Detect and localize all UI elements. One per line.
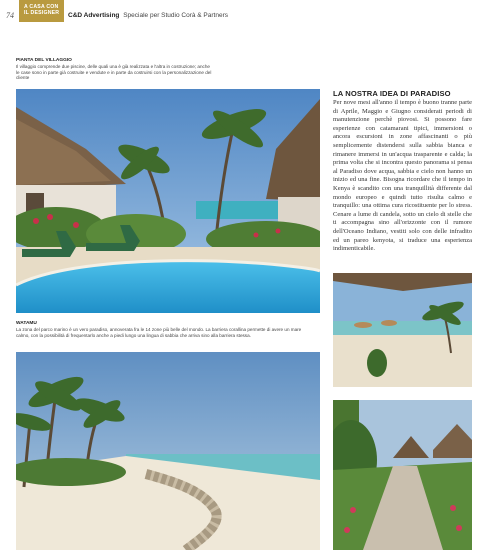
caption-watamu bbox=[16, 321, 316, 338]
photo-watamu-beach bbox=[16, 352, 320, 550]
photo-beach-umbrellas bbox=[333, 273, 472, 387]
article-body: Per nove mesi all'anno il tempo è buono tranne parte di Aprile, Maggio e Giugno considerati periodi di manutenzione perchè piovosi. Si possono fare esperienze con catamarani tipici, immersioni o ancora escursioni in zone affascinanti o più semplicemente distendersi sulla sabbia bianca e rimanere immersi in un'acqua trasparente e calda; la prima volta che si incontra questo panorama si pensa al Paradiso dove acqua, sabbia e cielo non hanno un inizio ed una fine. Bisogna ricordare che il tempo in Kenya è scandito con una tranquillità differente dal mondo europeo e quindi tutto risulta calmo e tranquillo: una ottima cura ricostituente per lo stress. Cenare a lume di candela, sotto un cielo di stelle che ti accompagna sino all'orizzonte con il rumore dell'Oceano Indiano, vestiti solo con delle infradito ed un pareo kenyota, si traduce una esperienza indimenticabile. bbox=[333, 99, 472, 253]
page-header bbox=[68, 12, 228, 19]
caption-title: WATAMU bbox=[16, 321, 37, 326]
photo-garden-path bbox=[333, 400, 472, 550]
caption-title: PIANTA DEL VILLAGGIO bbox=[16, 58, 72, 63]
header-brand: C&D Advertising bbox=[68, 12, 120, 19]
caption-text: La zona del parco marino è un vero paradiso, annoverata fra le 14 zone più belle del mondo. La barriera corallina permette di avere un mare calmo, con la possibilità di frequentarlo anche a piedi lungo una lingua di sabbia che arriva sino alla barriera stessa. bbox=[16, 327, 302, 338]
header-subtitle: Speciale per Studio Corà & Partners bbox=[123, 12, 228, 19]
badge-line-1: A CASA CON bbox=[24, 4, 59, 10]
caption-villaggio bbox=[16, 58, 212, 81]
badge-line-2: IL DESIGNER bbox=[24, 10, 60, 16]
photo-pool-village bbox=[16, 89, 320, 313]
article-title: LA NOSTRA IDEA DI PARADISO bbox=[333, 89, 451, 98]
section-badge bbox=[19, 0, 64, 22]
page-number: 74 bbox=[6, 11, 14, 20]
caption-text: Il villaggio comprende due piscine, delle quali una è già realizzata e l'altra in costruzione; anche le case sono in parte già costruite e vendute e in parte da costruirsi con la personalizzazione del cliente bbox=[16, 64, 212, 81]
